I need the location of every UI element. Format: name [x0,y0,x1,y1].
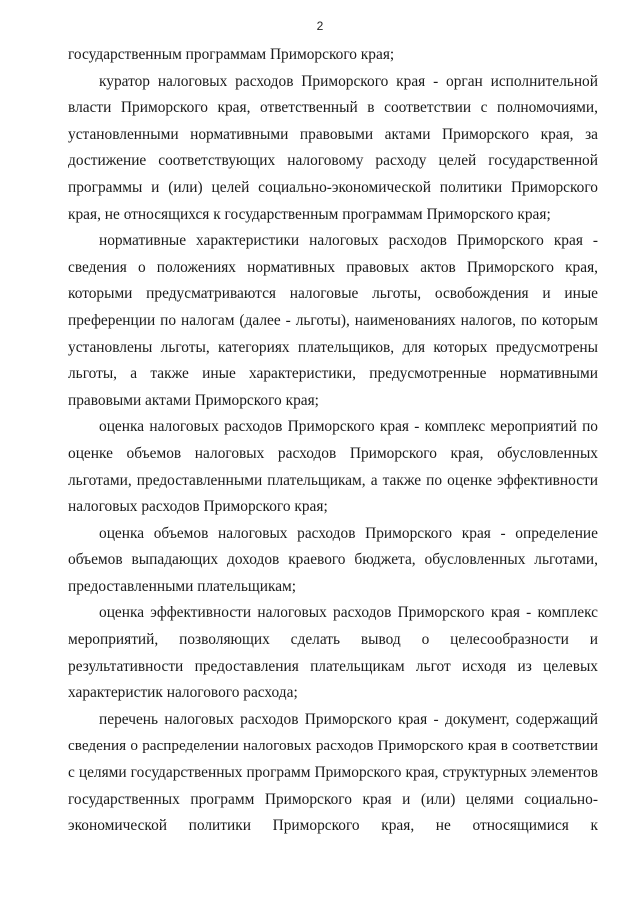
text-line: перечень налоговых расходов Приморского края - документ, содержащий [99,710,598,728]
document-body [68,42,598,840]
text-line: мероприятий, позволяющих сделать вывод о целесообразности и [68,631,598,649]
text-line: программы и (или) целей социально-экономической политики Приморского [68,178,598,196]
text-line: установлены льготы, категориях плательщиков, для которых предусмотрены [68,338,598,356]
text-line: с целями государственных программ Приморского края, структурных элементов [68,764,598,782]
text-line: куратор налоговых расходов Приморского края - орган исполнительной [99,72,598,90]
text-line: оценка налоговых расходов Приморского края - комплекс мероприятий по [99,418,598,436]
text-line: предоставленными плательщикам; [68,577,297,595]
text-line: установленными нормативными правовыми актами Приморского края, за [68,125,598,143]
text-line: государственным программам Приморского края; [68,46,395,63]
text-line: преференции по налогам (далее - льготы), наименованиях налогов, по которым [68,311,598,329]
text-line: льготами, предоставленными плательщикам, а также по оценке эффективности [68,471,598,489]
text-line: объемов выпадающих доходов краевого бюджета, обусловленных льготами, [68,551,598,569]
text-line: экономической политики Приморского края, не относящимися к [68,817,598,835]
text-line: сведения о положениях нормативных правовых актов Приморского края, [68,258,598,276]
text-line: сведения о распределении налоговых расходов Приморского края в соответствии [68,737,598,755]
text-line: правовыми актами Приморского края; [68,391,319,409]
text-line: налоговых расходов Приморского края; [68,498,328,516]
text-line: государственных программ Приморского края и (или) целями социально- [68,790,598,808]
page-number: 2 [316,19,324,33]
text-line: льготы, а также иные характеристики, предусмотренные нормативными [68,365,598,383]
text-line: характеристик налогового расхода; [68,684,298,702]
text-line: власти Приморского края, ответственный в соответствии с полномочиями, [68,99,598,117]
text-line: нормативные характеристики налоговых расходов Приморского края - [99,232,598,250]
text-line: края, не относящихся к государственным программам Приморского края; [68,205,551,223]
text-line: результативности предоставления плательщикам льгот исходя из целевых [68,657,598,675]
text-line: оценка объемов налоговых расходов Приморского края - определение [99,524,598,542]
text-line: которыми предусматриваются налоговые льготы, освобождения и иные [68,285,598,303]
text-line: оценке объемов налоговых расходов Приморского края, обусловленных [68,444,598,462]
text-line: оценка эффективности налоговых расходов Приморского края - комплекс [99,604,598,622]
text-line: достижение соответствующих налоговому расходу целей государственной [68,152,598,170]
